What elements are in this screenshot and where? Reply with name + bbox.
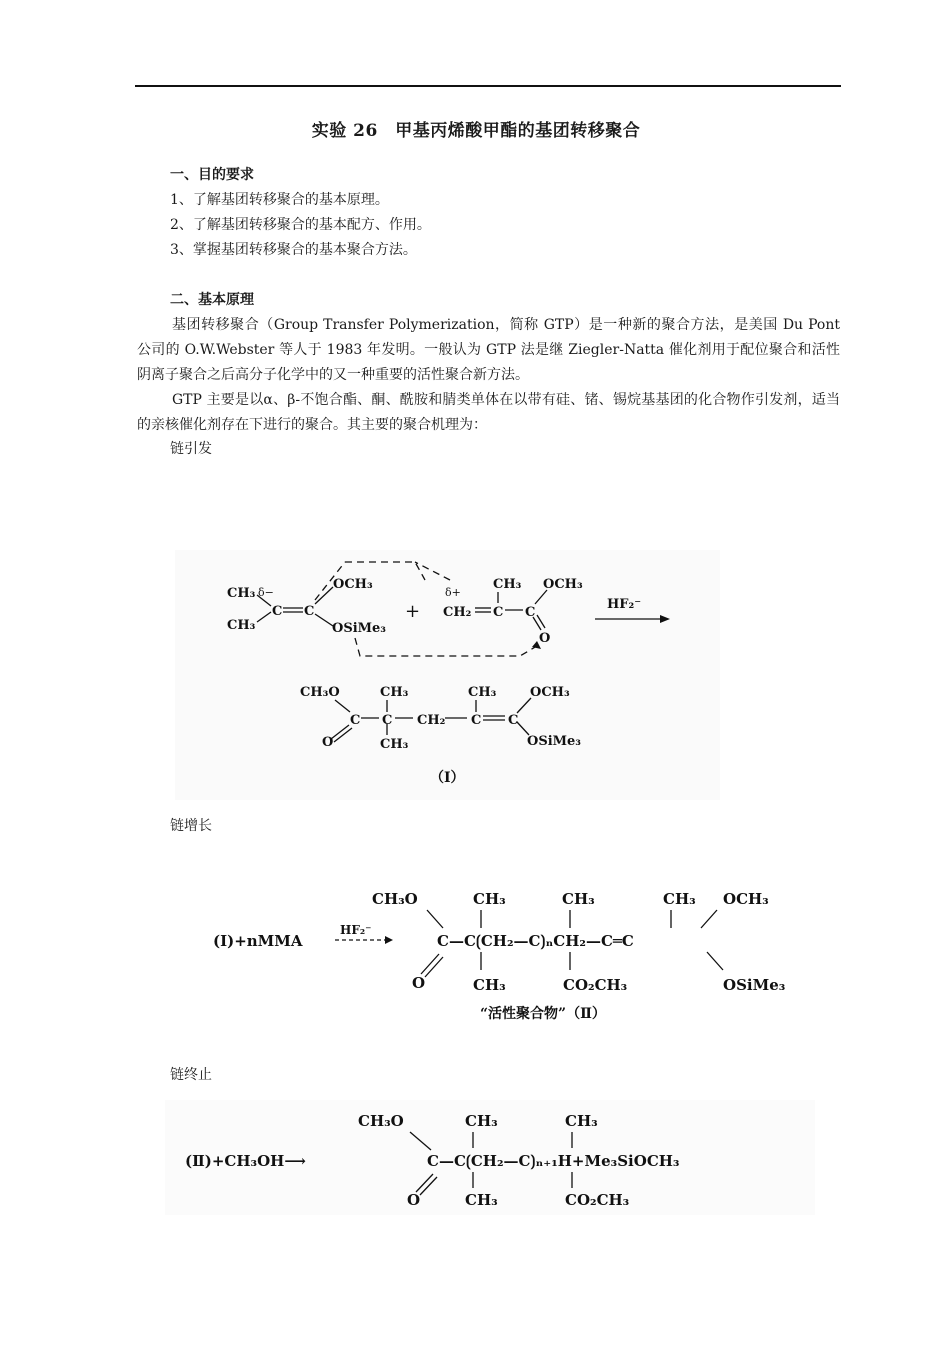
prop-osime3: OSiMe₃ <box>723 976 786 994</box>
prop-chain: C—C⟮CH₂—C⟯ₙCH₂—C═C <box>437 932 634 950</box>
prop-bond-7 <box>701 910 717 928</box>
principle-paragraph-2: GTP 主要是以α、β-不饱合酯、酮、酰胺和腈类单体在以带有硅、锗、锡烷基基团的化合物作引发剂，适当的亲核催化剂存在下进行的聚合。其主要的聚合机理为： <box>137 392 840 433</box>
prop-oxygen: O <box>412 974 426 992</box>
term-ch3-1: CH₃ <box>465 1112 498 1130</box>
objective-item-3: 3、掌握基团转移聚合的基本聚合方法。 <box>170 242 417 258</box>
product-carbon-3: C <box>471 713 482 728</box>
term-chain: C—C⟮CH₂—C⟯ₙ₊₁H+Me₃SiOCH₃ <box>427 1152 680 1170</box>
term-co2ch3: CO₂CH₃ <box>565 1191 630 1209</box>
och3-silyl: OCH₃ <box>333 577 373 592</box>
product-ch3-top-1: CH₃ <box>380 685 409 700</box>
product-och3: OCH₃ <box>530 685 570 700</box>
prop-ch3-bottom: CH₃ <box>473 976 506 994</box>
product-carbon-2: C <box>382 713 393 728</box>
carbon-left: C <box>272 604 283 619</box>
carbon-right: C <box>304 604 315 619</box>
principle-paragraph-1: 基团转移聚合（Group Transfer Polymerization，简称 GTP）是一种新的聚合方法，是美国 Du Pont 公司的 O.W.Webster 等人于 1983 年发明。一般认为 GTP 法是继 Ziegler-Natta 催化剂用于配位聚合和活性阴离子聚合之后高分子化学中的又一种重要的活性聚合新方法。 <box>137 317 840 383</box>
objective-item-2: 2、了解基团转移聚合的基本配方、作用。 <box>170 217 431 233</box>
carbon-monomer-a: C <box>493 605 504 620</box>
plus-sign: + <box>405 601 421 622</box>
prop-arrow-head <box>385 936 393 944</box>
term-reactants: (Ⅱ)+CH₃OH⟶ <box>185 1152 306 1170</box>
prop-reactants: (Ⅰ)+nMMA <box>213 932 303 950</box>
product-ch3o: CH₃O <box>300 685 340 700</box>
label-termination: 链终止 <box>170 1067 212 1083</box>
delta-minus: δ− <box>258 586 274 599</box>
ch3-upper: CH₃ <box>227 586 256 601</box>
section2-heading: 二、基本原理 <box>170 292 254 308</box>
prop-product-label: “活性聚合物”（Ⅱ） <box>480 1006 606 1022</box>
section1-heading: 一、目的要求 <box>170 167 254 183</box>
prop-ch3o: CH₃O <box>372 890 418 908</box>
carbon-monomer-b: C <box>525 605 536 620</box>
delta-plus: δ+ <box>445 586 461 599</box>
product-carbon-1: C <box>350 713 361 728</box>
prop-catalyst: HF₂⁻ <box>340 923 372 937</box>
prop-ch3-2: CH₃ <box>562 890 595 908</box>
prop-ch3-3: CH₃ <box>663 890 696 908</box>
product-osime3: OSiMe₃ <box>527 734 582 749</box>
label-initiation: 链引发 <box>170 441 212 457</box>
termination-scheme <box>165 1100 815 1215</box>
prop-bond-8 <box>707 952 723 970</box>
page-title: 实验 26 甲基丙烯酸甲酯的基团转移聚合 <box>311 121 641 141</box>
product-ch2: CH₂ <box>417 713 446 728</box>
product-label-i: （Ⅰ） <box>430 770 465 786</box>
product-carbon-4: C <box>508 713 519 728</box>
objective-item-1: 1、了解基团转移聚合的基本原理。 <box>170 192 389 208</box>
term-oxygen: O <box>407 1191 421 1209</box>
osime3-initiator: OSiMe₃ <box>332 621 387 636</box>
product-oxygen: O <box>322 735 334 750</box>
product-ch3-top-2: CH₃ <box>468 685 497 700</box>
ch2-monomer: CH₂ <box>443 605 472 620</box>
header-rule <box>135 85 841 87</box>
term-ch3-bottom: CH₃ <box>465 1191 498 1209</box>
initiation-scheme <box>175 550 720 800</box>
oxygen-monomer: O <box>539 631 551 646</box>
term-ch3-2: CH₃ <box>565 1112 598 1130</box>
product-ch3-bottom: CH₃ <box>380 737 409 752</box>
och3-monomer: OCH₃ <box>543 577 583 592</box>
term-ch3o: CH₃O <box>358 1112 404 1130</box>
prop-bond-1 <box>427 910 443 928</box>
prop-och3: OCH₃ <box>723 890 769 908</box>
ch3-lower: CH₃ <box>227 618 256 633</box>
prop-ch3-1: CH₃ <box>473 890 506 908</box>
ch3-monomer: CH₃ <box>493 577 522 592</box>
catalyst-label: HF₂⁻ <box>607 597 642 612</box>
prop-co2ch3: CO₂CH₃ <box>563 976 628 994</box>
label-propagation: 链增长 <box>170 818 212 834</box>
propagation-scheme <box>205 878 805 1028</box>
